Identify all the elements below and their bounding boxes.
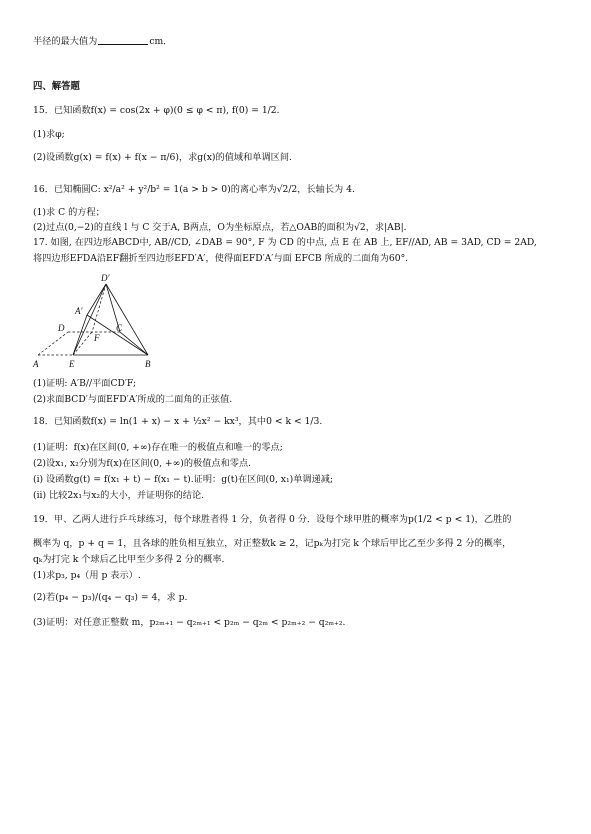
q15-stem: 15．已知函数f(x) = cos(2x + φ)(0 ≤ φ < π), f(0) = 1/2. <box>33 105 280 116</box>
q18-part1: (1)证明：f(x)在区间(0, +∞)存在唯一的极值点和唯一的零点; <box>33 442 283 453</box>
q17-part1: (1)证明: A′B//平面CD′F; <box>33 378 137 389</box>
q15-part1: (1)求φ; <box>33 129 65 140</box>
q18-part2-i: (i) 设函数g(t) = f(x₁ + t) − f(x₁ − t).证明：g(t)在区间(0, x₁)单调递减; <box>33 474 334 485</box>
header-line <box>33 35 561 48</box>
q18-part2: (2)设x₁, x₂分别为f(x)在区间(0, +∞)的极值点和零点. <box>33 458 252 469</box>
edge-a1-e <box>73 315 87 355</box>
edge-d1-f <box>92 284 106 332</box>
label-c: C <box>116 323 123 333</box>
q15-part2: (2)设函数g(x) = f(x) + f(x − π/6)，求g(x)的值域和单调区间. <box>33 152 292 163</box>
q19-stem-2: 概率为 q，p + q = 1，且各球的胜负相互独立，对正整数k ≥ 2，记pₖ为打完 k 个球后甲比乙至少多得 2 分的概率， <box>33 538 512 549</box>
label-a: A <box>33 359 39 369</box>
answer-blank[interactable] <box>98 35 148 45</box>
q16-part2: (2)过点(0,−2)的直线 l 与 C 交于A, B两点，O为坐标原点，若△OAB的面积为√2，求|AB|. <box>33 222 407 233</box>
section-title: 四、解答题 <box>33 81 80 92</box>
edge-c-b <box>120 332 148 355</box>
q17-figure <box>28 272 168 376</box>
fold-diagram <box>28 272 168 376</box>
header-prefix: 半径的最大值为 <box>33 36 98 47</box>
q19-stem-1: 19．甲、乙两人进行乒乓球练习，每个球胜者得 1 分，负者得 0 分．设每个球甲胜的概率为p(1/2 < p < 1)，乙胜的 <box>33 514 512 525</box>
q19-part3: (3)证明：对任意正整数 m，p₂ₘ₊₁ − q₂ₘ₊₁ < p₂ₘ − q₂ₘ < p₂ₘ₊₂ − q₂ₘ₊₂. <box>33 617 346 628</box>
q16-stem: 16．已知椭圆C: x²/a² + y²/b² = 1(a > b > 0)的离心率为√2/2，长轴长为 4. <box>33 184 355 195</box>
q18-part2-ii: (ii) 比较2x₁与x₂的大小，并证明你的结论. <box>33 490 205 501</box>
edge-d1-e <box>73 284 106 355</box>
edge-d1-a1 <box>87 284 106 315</box>
edge-a-d <box>38 332 68 355</box>
label-d: D <box>58 323 65 333</box>
q19-part2: (2)若(p₄ − p₃)/(q₄ − q₃) = 4，求 p. <box>33 592 188 603</box>
label-b: B <box>145 359 151 369</box>
q17-stem-2: 将四边形EFDA沿EF翻折至四边形EFD′A′，使得面EFD′A′与面 EFCB 所成的二面角为60°. <box>33 253 409 264</box>
q17-part2: (2)求面BCD′与面EFD′A′所成的二面角的正弦值. <box>33 394 233 405</box>
label-f: F <box>94 333 100 343</box>
q17-stem-1: 17. 如图, 在四边形ABCD中, AB//CD, ∠DAB = 90°, F 为 CD 的中点, 点 E 在 AB 上, EF//AD, AB = 3AD, CD = 2AD, <box>33 237 537 248</box>
edge-d1-b <box>106 284 148 355</box>
header-suffix: cm． <box>149 36 173 47</box>
label-d1: D′ <box>101 273 110 283</box>
label-a1: A′ <box>75 306 83 316</box>
q19-stem-3: qₖ为打完 k 个球后乙比甲至少多得 2 分的概率. <box>33 554 225 565</box>
q19-part1: (1)求p₃, p₄（用 p 表示）. <box>33 570 141 581</box>
q18-stem: 18．已知函数f(x) = ln(1 + x) − x + ½x² − kx³，其中0 < k < 1/3. <box>33 416 323 427</box>
label-e: E <box>69 359 75 369</box>
q16-part1: (1)求 C 的方程； <box>33 207 105 218</box>
